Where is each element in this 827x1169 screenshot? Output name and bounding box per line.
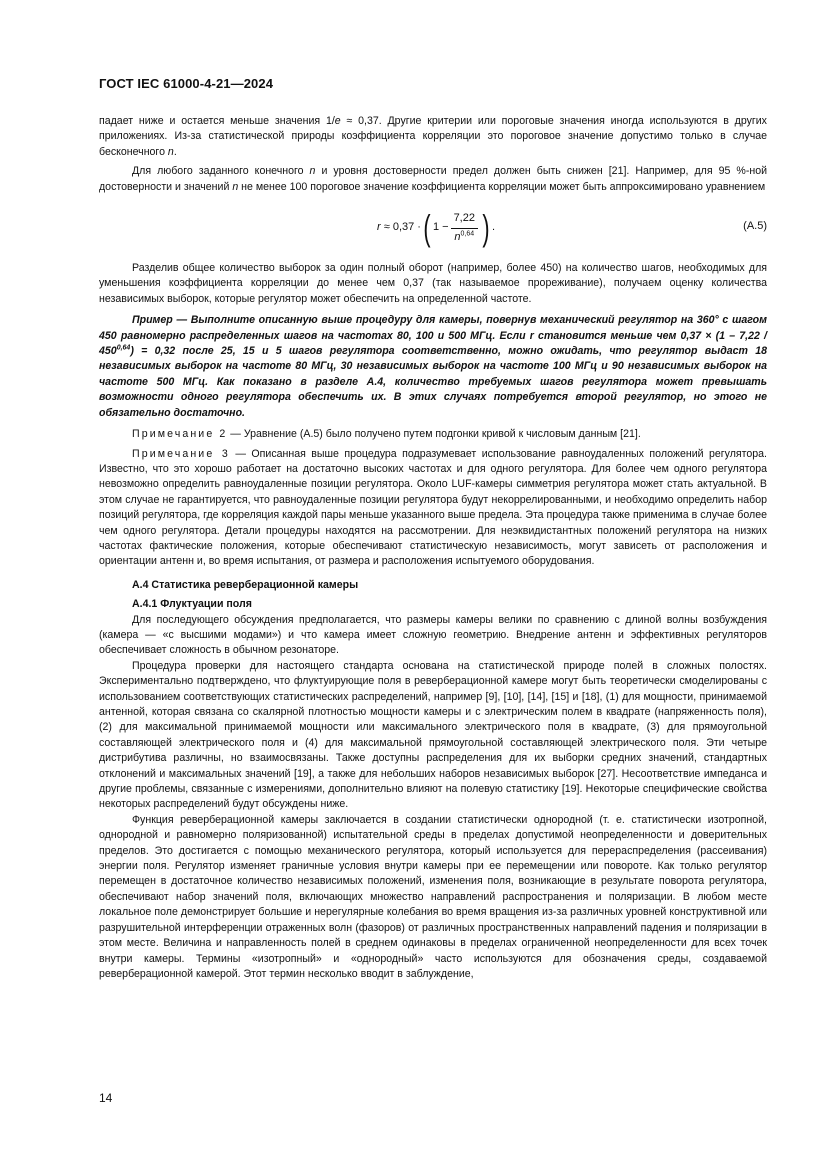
note-3-label: Примечание 3 — [132, 447, 230, 460]
equation-fraction — [451, 211, 478, 245]
note-2-text: — Уравнение (А.5) было получено путем подгонки кривой к числовым данным [21]. — [227, 428, 641, 441]
paragraph-samples: Разделив общее количество выборок за один полный оборот (например, более 450) на количество шагов, необходимых для уменьшения коэффициента корреляции до менее чем 0,37 (так называемое прореживание), получаем оценку количества независимых выборок, которые регулятор может обеспечить на определенной частоте. — [99, 262, 767, 305]
subsection-heading-a41: А.4.1 Флуктуации поля — [132, 598, 252, 611]
page-number: 14 — [99, 1091, 113, 1105]
right-paren: ) — [482, 207, 490, 249]
equation-lhs: r ≈ 0,37 · — [377, 221, 421, 234]
document-header: ГОСТ IEC 61000-4-21—2024 — [99, 76, 274, 91]
equation-tail: . — [491, 221, 496, 234]
paragraph-assumptions: Для последующего обсуждения предполагается, что размеры камеры велики по сравнению с длиной волны возбуждения (камера — «с высшими модами») и что камера имеет сложную геометрию. Внедрение антенн и эффективных регуляторов обеспечивает сложность в обычном резонаторе. — [99, 613, 767, 657]
equation-a5 — [99, 201, 767, 255]
fraction-denominator: $n^{0,64}$ — [454, 229, 475, 243]
equation-body — [377, 201, 495, 255]
left-paren: ( — [423, 207, 431, 249]
note-2-label: Примечание 2 — [132, 428, 228, 441]
example-block: Пример — Выполните описанную выше процедуру для камеры, повернув механический регулятор на 360° с шагом 450 равномерно распределенных шагов на частотах 80, 100 и 500 МГц. Если r становится меньше чем $0,37 \times (1 - 7,22 / 450^{0,64}) = 0,32$ после 25, 15 и 5 шагов регулятора соответственно, можно ожидать, что регулятор выдаст 18 независимых выборок на частоте 80 МГц, 30 независимых выборок на частоте 100 МГц и 90 независимых выборок на частоте 500 МГц. Как показано в разделе А.4, количество требуемых шагов регулятора может превышать возможности одного регулятора обеспечить их. В этих случаях потребуется второй регулятор, но этого не обязательно достаточно. — [99, 314, 767, 419]
paragraph-procedure: Процедура проверки для настоящего стандарта основана на статистической природе полей в сложных полостях. Экспериментально подтверждено, что флуктуирующие поля в реверберационной камере могут быть теоретически смоделированы с использованием соответствующих статистических распределений, например [9], [10], [14], [15] и [18], (1) для мощности, принимаемой антенной, которая связана со скалярной плотностью мощности камеры и с электрическим полем в квадрате (напряженность поля), (2) для максимальной принимаемой мощности или максимального электрического поля в квадрате, (3) для прямоугольной составляющей электрического поля и (4) для максимальной прямоугольной составляющей электрического поля. Эти четыре дистрибутива различны, но взаимосвязаны. Также доступны распределения для их выборки средних значений, стандартных отклонений и максимальных значений [19], а также для небольших наборов независимых выборок [27]. Несоответствие импеданса и другие проблемы, связанные с измерениями, дополнительно влияют на полевую статистику [19]. Некоторые специфические свойства некоторых распределений будут обсуждены ниже. — [99, 659, 767, 811]
section-heading-a4: А.4 Статистика реверберационной камеры — [132, 578, 359, 591]
fraction-numerator: 7,22 — [451, 211, 478, 228]
note-3 — [99, 447, 767, 570]
paragraph-chamber-function: Функция реверберационной камеры заключается в создании статистически однородной (т. е. статистически изотропной, однородной и равномерно поляризованной) испытательной среды в пределах допустимой неопределенности и доверительных пределов. Это достигается с помощью механического регулятора, который используется для перераспределения (рассеивания) энергии поля. Регулятор изменяет граничные условия внутри камеры при ее перемещении или повороте. Как только регулятор перемещен в достаточное количество независимых положений, изменения поля, возникающие в результате поворота регулятора, обеспечивают набор значений поля, включающих множество направлений распространения и поляризации. В любом месте локальное поле демонстрирует большие и нерегулярные колебания во время вращения из-за различных уровней конструктивной или разрушительной интерференции отраженных волн (фазоров) от различных пространственных направлений падения и поляризации в этом месте. Величина и направленность полей в среднем одинаковы в пределах ограниченной неопределенности для всех точек внутри камеры. Термины «изотропный» и «однородный» часто используются для обозначения среды, создаваемой реверберационной камерой. Этот термин несколько вводит в заблуждение, — [99, 813, 767, 980]
paragraph-confidence: Для любого заданного конечного n и уровня достоверности предел должен быть снижен [21]. Например, для 95 %-ной достоверности и значений n не менее 100 пороговое значение коэффициента корреляции может быть аппроксимировано уравнением — [99, 165, 768, 193]
note-2 — [99, 427, 767, 442]
equation-number: (А.5) — [743, 220, 767, 233]
equation-one-minus: 1 − — [432, 221, 449, 234]
paragraph-continuation: падает ниже и остается меньше значения 1/e ≈ 0,37. Другие критерии или пороговые значения иногда используются в других приложениях. Из-за статистической природы коэффициента корреляции это пороговое значение допустимо только в случае бесконечного n. — [99, 115, 767, 158]
note-3-text: — Описанная выше процедура подразумевает использование равноудаленных положений регулятора. Известно, что это хорошо работает на достаточно высоких частотах и для одного регулятора. Для более чем одного регулятора невозможно определить равноудаленные позиции регулятора. Около LUF-камеры симметрия регулятора может стать актуальной. В этом случае не гарантируется, что равноудаленные позиции регулятора будут некоррелированными, и необходимо определить набор позиций регулятора, где корреляция каждой пары меньше указанного выше предела. Эта процедура также применима в случае более чем одного регулятора. Детали процедуры находятся на рассмотрении. Для неэквидистантных положений регулятора на низких частотах фактические положения, которые обеспечивают статистическую независимость, могут зависеть от расположения и ориентации антенн и, во время испытания, от размера и расположения испытуемого оборудования. — [99, 447, 768, 568]
document-body — [99, 114, 767, 982]
